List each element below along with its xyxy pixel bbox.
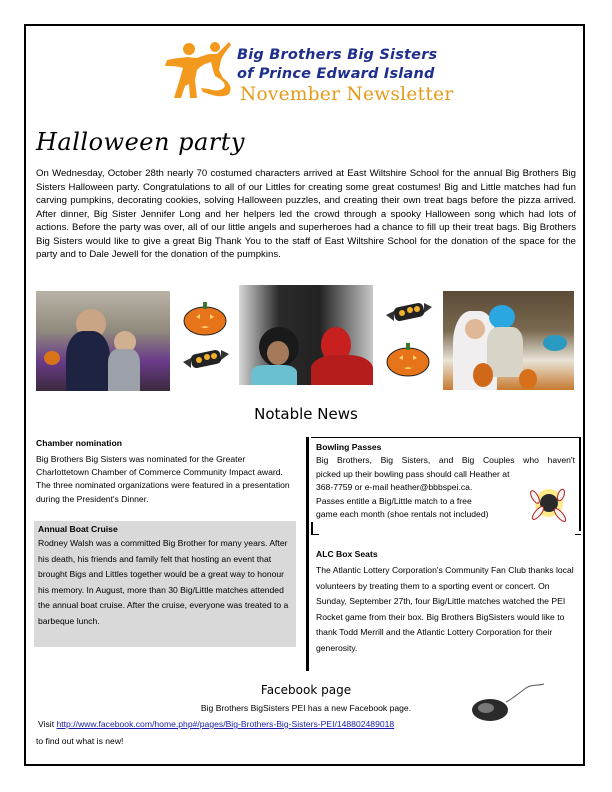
alc-heading: ALC Box Seats [316,549,378,559]
boat-cruise-box [34,521,296,647]
facebook-link[interactable]: http://www.facebook.com/home.php#/pages/Big-Brothers-Big-Sisters-PEI/148802489018 [56,719,395,729]
bowling-line: Passes entitle a Big/Little match to a free [316,495,472,506]
halloween-photo-2 [239,285,373,385]
bowling-line: picked up their bowling pass should call Heather at [316,468,510,479]
pumpkin-icon [183,300,227,336]
notable-news-title: Notable News [254,405,358,423]
boat-cruise-heading: Annual Boat Cruise [38,524,118,534]
box-corner [311,522,319,535]
facebook-visit-line [38,719,394,729]
bowling-icon [527,485,567,525]
org-name-line2: of Prince Edward Island [237,66,435,82]
facebook-closing: to find out what is new! [36,736,124,746]
candy-icon [183,348,229,370]
candy-icon [386,301,432,323]
visit-label: Visit [38,719,57,729]
bbbs-logo-icon [163,40,235,102]
newsletter-title: November Newsletter [240,84,454,105]
box-corner [575,530,581,535]
halloween-body: On Wednesday, October 28th nearly 70 costumed characters arrived at East Wiltshire School for the annual Big Brothers Big Sisters Halloween party. Congratulations to all of our Littles for creating some great costumes! Big and Little matches had fun carving pumpkins, decorating cookies, solving Halloween puzzles, and creating their own treat bags before the pizza arrived. After dinner, Big Sister Jennifer Long and her helpers led the crowd through a spooky Halloween song which had lots of actions. Before the party was over, all of our little angels and superheroes had a chance to fill up their treat bags. Big Brothers Big Sisters would like to give a great Big Thank You to the staff of East Wiltshire School for the donation of the space for the party and to Dale Jewell for the donation of the pumpkins. [36,168,576,260]
column-divider [306,437,309,671]
halloween-photo-1 [36,291,170,391]
halloween-title: Halloween party [36,128,245,156]
bowling-heading: Bowling Passes [316,442,382,452]
halloween-photo-3 [443,291,574,390]
bowling-line: 368-7759 or e-mail heather@bbbspei.ca. [316,482,473,493]
bowling-line: game each month (shoe rentals not included) [316,509,489,520]
bowling-line: Big Brothers, Big Sisters, and Big Couples who haven't [316,455,575,465]
chamber-body: Big Brothers Big Sisters was nominated for the Greater Charlottetown Chamber of Commerce Community Impact award. The three nominated organizations were featured in a presentation during the President's Dinner. [36,454,290,504]
computer-mouse-icon [470,682,550,724]
org-name-line1: Big Brothers Big Sisters [237,47,438,63]
facebook-announcement: Big Brothers BigSisters PEI has a new Facebook page. [200,703,412,713]
facebook-title: Facebook page [260,683,352,697]
alc-body: The Atlantic Lottery Corporation's Community Fan Club thanks local volunteers by treating them to a sporting event or concert. On Sunday, September 27th, four Big/Little matches watched the PEI Rocket game from their box. Big Brothers BigSisters would like to thank Todd Merrill and the Atlantic Lottery Corporation for their generosity. [316,565,574,653]
chamber-heading: Chamber nomination [36,438,122,448]
pumpkin-icon [386,341,430,377]
boat-cruise-body: Rodney Walsh was a committed Big Brother for many years. After his death, his friends and family felt that hosting an event that brought Bigs and Littles together would be a great way to honour his memory. In August, more than 30 Big/Little matches attended the annual boat cruise. After the cruise, everyone was treated to a barbeque lunch. [38,538,289,626]
